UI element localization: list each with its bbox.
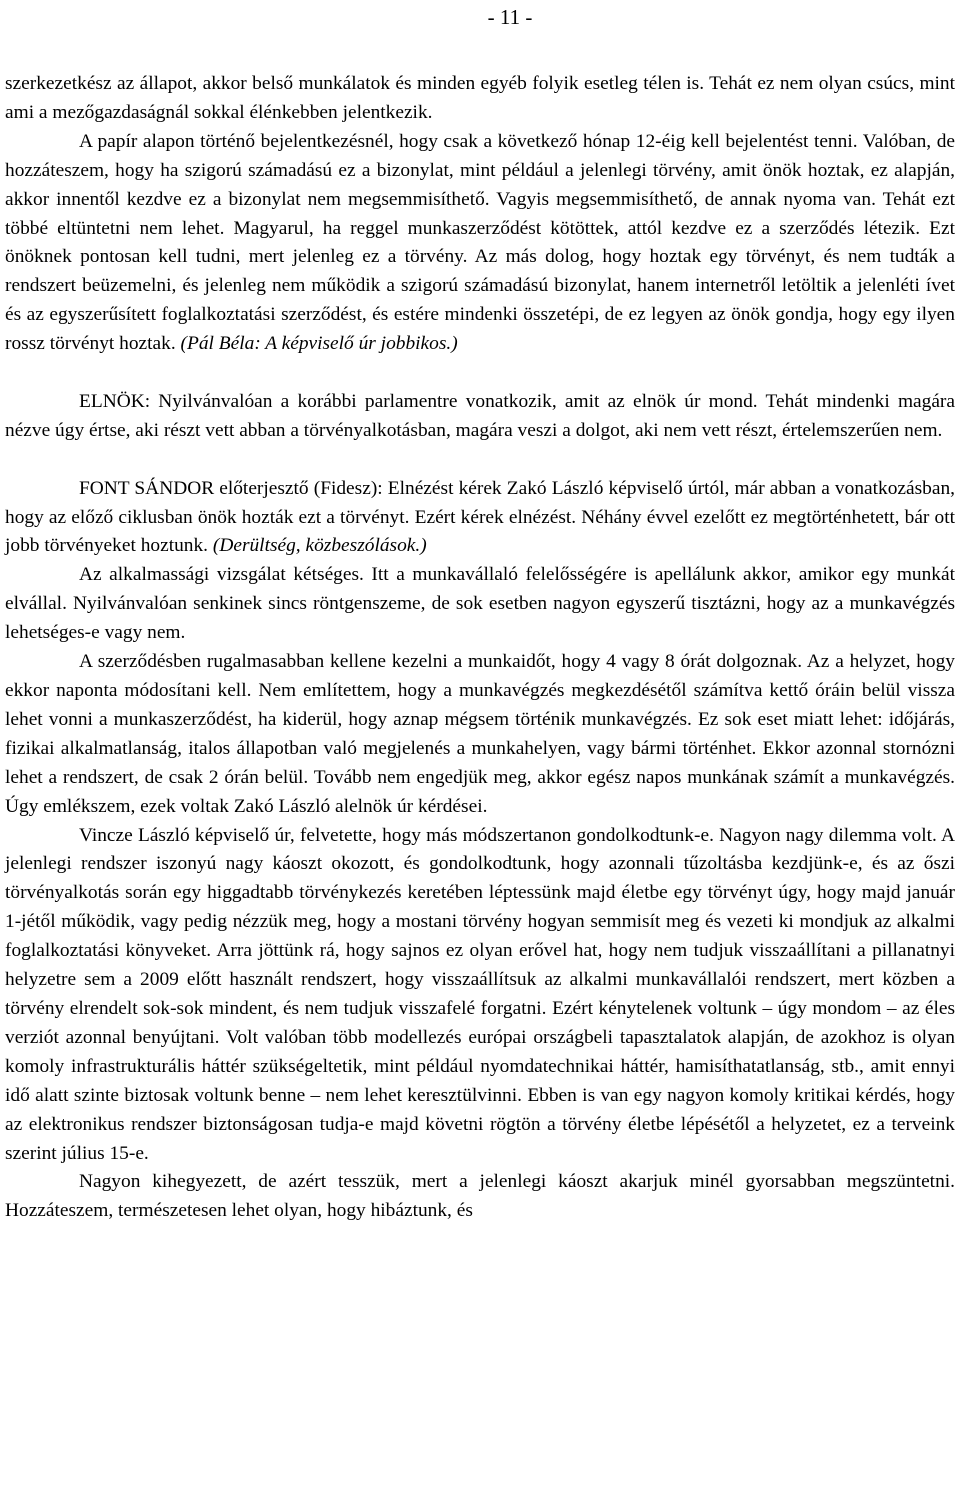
paragraph-text: FONT SÁNDOR előterjesztő (Fidesz): Elnézést kérek Zakó László képviselő úrtól, már abban a vonatkozásban, hogy az előző ciklusban önök hozták ezt a törvényt. Ezért kérek elnézést. Néhány évvel ezelőtt ez megtörténhetett, bár ott jobb törvényeket hoztunk.	[5, 477, 955, 557]
paragraph-chaos	[5, 1168, 955, 1226]
paragraph-text: ELNÖK: Nyilvánvalóan a korábbi parlamentre vonatkozik, amit az elnök úr mond. Tehát mindenki magára nézve úgy értse, aki részt vett abban a törvényalkotásban, magára veszi a dolgot, aki nem vett részt, értelemszerűen nem.	[5, 390, 955, 441]
paragraph-text: Nagyon kihegyezett, de azért tesszük, mert a jelenlegi káoszt akarjuk minél gyorsabban megszüntetni. Hozzáteszem, természetesen lehet olyan, hogy hibáztunk, és	[5, 1171, 955, 1222]
paragraph-vincze-laszlo	[5, 822, 955, 1169]
paragraph-text: szerkezetkész az állapot, akkor belső munkálatok és minden egyéb folyik esetleg télen is. Tehát ez nem olyan csúcs, mint ami a mezőgazdaságnál sokkal élénkebben jelentkezik.	[5, 73, 955, 123]
paragraph-text: Vincze László képviselő úr, felvetette, hogy más módszertanon gondolkodtunk-e. Nagyon nagy dilemma volt. A jelenlegi rendszer iszonyú nagy káoszt okozott, és gondolkodtunk, hogy azonnali tűzoltásba kezdjünk-e, és az őszi törvényalkotás során egy higgadtabb törvénykezés keretében léptessünk majd életbe egy törvényt úgy, hogy majd január 1-jétől működik, vagy pedig nézzük meg, hogy a mostani törvény hogyan semmisít meg és vezeti ki mondjuk az alkalmi foglalkoztatási könyveket. Arra jöttünk rá, hogy sajnos ez olyan erővel hat, hogy nem tudjuk visszaállítani a pillanatnyi helyzetre sem a 2009 előtt használt rendszert, hogy visszaállítsuk az alkalmi munkavállalói rendszert, mert közben a törvény elrendelt sok-sok mindent, és nem tudjuk visszafelé forgatni. Ezért kénytelenek voltunk – úgy mondom – az éles verziót azonnal benyújtani. Volt valóban több modellezés európai országbeli tapasztalatok alapján, de azokhoz is olyan komoly infrastrukturális háttér szükségeltetik, mint például nyomdatechnikai háttér, hamisíthatatlanság, stb., amit ennyi idő alatt szinte biztosak voltunk benne – nem lehet keresztülvinni. Ebben is van egy nagyon komoly kritikai kérdés, hogy az elektronikus rendszer biztonságosan tudja-e majd követni rögtön a törvény életbe lépésétől a helyzetet, ez a terveink szerint július 15-e.	[5, 824, 955, 1164]
paragraph-paper-registration	[5, 128, 955, 359]
paragraph-aptitude-test	[5, 561, 955, 648]
paragraph-text: A szerződésben rugalmasabban kellene kezelni a munkaidőt, hogy 4 vagy 8 órát dolgoznak. Az a helyzet, hogy ekkor naponta módosítani kell. Nem említettem, hogy a munkavégzés megkezdésétől számítva kettő óráin belül vissza lehet vonni a munkaszerződést, ha kiderül, hogy aznap mégsem történik munkavégzés. Ez sok eset miatt lehet: időjárás, fizikai alkalmatlanság, italos állapotban való megjelenés a munkahelyen, vagy bármi történhet. Ekkor azonnal stornózni lehet a rendszert, de csak 2 órán belül. Tovább nem engedjük meg, akkor egész napos munkának számít a munkavégzés. Úgy emlékszem, ezek voltak Zakó László alelnök úr kérdései.	[5, 651, 955, 817]
interjection-text: (Pál Béla: A képviselő úr jobbikos.)	[175, 333, 458, 355]
interjection-text: (Derültség, közbeszólások.)	[212, 535, 427, 557]
paragraph-chair-remark	[5, 388, 955, 446]
page-number	[0, 0, 960, 31]
paragraph-working-hours	[5, 648, 955, 821]
document-body	[5, 70, 955, 1226]
paragraph-text: Az alkalmassági vizsgálat kétséges. Itt a munkavállaló felelősségére is apellálunk akkor, amikor egy munkát elvállal. Nyilvánvalóan senkinek sincs röntgenszeme, de sok esetben nagyon egyszerű tisztázni, hogy az a munkavégzés lehetséges-e vagy nem.	[5, 564, 955, 644]
paragraph-text: A papír alapon történő bejelentkezésnél, hogy csak a következő hónap 12-éig kell bejelentést tenni. Valóban, de hozzáteszem, hogy ha szigorú számadású ez a bizonylat, mint például a jelenlegi törvény, amit önök hoztak, ez alapján, akkor innentől kezdve ez a bizonylat nem megsemmisíthető. Vagyis megsemmisíthető, de annak nyoma van. Tehát ezt többé eltüntetni nem lehet. Magyarul, ha reggel munkaszerződést kötöttek, attól kezdve ez a szerződés létezik. Ezt önöknek pontosan kell tudni, mert jelenleg ez a törvény. Az más dolog, hogy hoztak egy törvényt, és nem tudták a rendszert beüzemelni, és jelenleg nem működik a szigorú számadású bizonylat, hanem internetről letöltik a jelenléti ívet és az egyszerűsített foglalkoztatási szerződést, és estére mindenki összetépi, de ez legyen az önök gondja, hogy egy ilyen rossz törvényt hoztak.	[5, 130, 955, 355]
paragraph-font-sandor	[5, 475, 955, 562]
page-number-text: - 11 -	[487, 5, 533, 29]
paragraph-continuation	[5, 70, 955, 128]
